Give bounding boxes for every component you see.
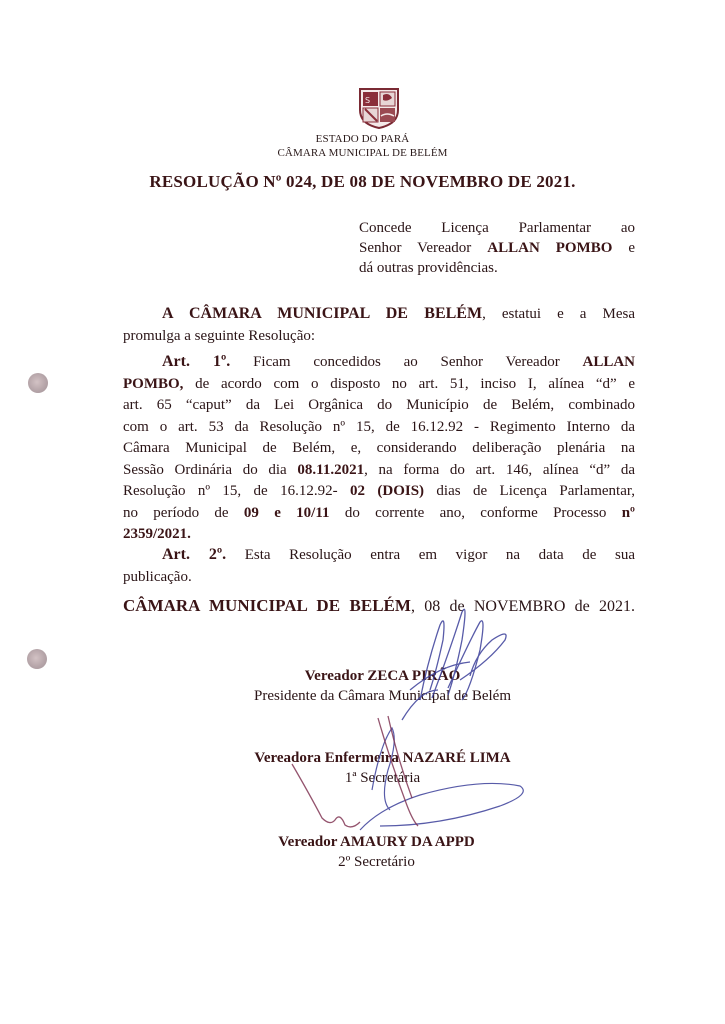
article-2: Art. 2º. Esta Resolução entra em vigor na data de sua publicação. [123,546,635,585]
signatory-role: 2º Secretário [338,854,415,870]
ementa-line: Concede Licença Parlamentar ao [359,220,635,236]
signatory-name: Vereador ZECA PIRÃO [304,668,461,684]
preamble-line: A CÂMARA MUNICIPAL DE BELÉM, estatui e a Mesa [162,305,635,322]
ementa-line: dá outras providências. [359,260,498,276]
article-label: Art. 2º. [162,546,227,563]
signatory-role: 1ª Secretária [344,770,421,786]
article-label: Art. 1º. [162,353,231,370]
chamber-heading: CÂMARA MUNICIPAL DE BELÉM [277,147,448,159]
coat-of-arms-icon [357,86,401,130]
signatory-name: Vereadora Enfermeira NAZARÉ LIMA [254,750,511,766]
signatory-role: Presidente da Câmara Municipal de Belém [254,688,511,704]
hole-punch [28,373,48,393]
preamble [123,303,635,347]
closing-date: CÂMARA MUNICIPAL DE BELÉM, 08 de NOVEMBRO de 2021. [123,596,636,615]
ementa [359,218,635,278]
resolution-title: RESOLUÇÃO Nº 024, DE 08 DE NOVEMBRO DE 2021. [149,172,576,191]
signatory-name: Vereador AMAURY DA APPD [278,834,475,850]
signatory-block [20,748,725,788]
article-1: Art. 1º. Ficam concedidos ao Senhor Vereador ALLAN POMBO, de acordo com o disposto no art. 51, inciso I, alínea “d” e art. 65 “caput” da Lei Orgânica do Município de Belém, combinado com o art. 53 da Resolução nº 15, de 16.12.92 - Regimento Interno da Câmara Municipal de Belém, e, considerando deliberação plenária na Sessão Ordinária do dia 08.11.2021, na forma do art. 146, alínea “d” da Resolução nº 15, de 16.12.92- 02 (DOIS) dias de Licença Parlamentar, no período de 09 e 10/11 do corrente ano, conforme Processo nº 2359/2021. [123,353,636,542]
signatory-block [14,832,725,872]
state-heading: ESTADO DO PARÁ [315,133,410,145]
ementa-line: Senhor Vereador ALLAN POMBO e [359,240,635,256]
signatory-block [20,666,725,706]
svg-text:S: S [365,96,371,105]
preamble-line: promulga a seguinte Resolução: [123,327,316,344]
